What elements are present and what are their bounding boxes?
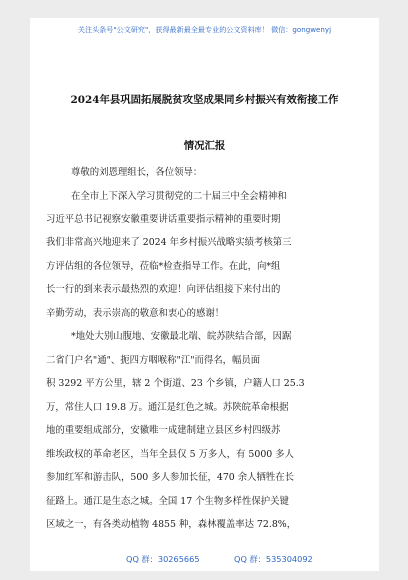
- body-line: *地处大别山腹地、安徽最北端、皖苏陕结合部，因踞: [71, 331, 292, 342]
- footer-qq-group-1: QQ 群：30265665: [126, 554, 200, 564]
- body-line: 方评估组的各位领导，莅临*检查指导工作。在此，向*组: [46, 261, 281, 272]
- body-line: 习近平总书记视察安徽重要讲话重要指示精神的重要时期: [46, 214, 281, 225]
- document-page: [30, 18, 379, 571]
- document-title: 2024年县巩固拓展脱贫攻坚成果同乡村振兴有效衔接工作: [70, 94, 339, 106]
- body-line: 万，常住人口 19.8 万。通江是红色之城。苏陕皖革命根据: [46, 402, 289, 413]
- header-promo-note: 关注头条号"公文研究"，获得最新最全最专业的公文资料库！ 微信：gongwenyj: [77, 25, 332, 34]
- body-line: 维埃政权的革命老区，当年全县仅 5 万多人，有 5000 多人: [46, 449, 294, 460]
- body-line: 辛勤劳动，表示崇高的敬意和衷心的感谢！: [46, 308, 225, 319]
- body-line: 在全市上下深入学习贯彻党的二十届三中全会精神和: [71, 191, 287, 202]
- body-line: 征路上。通江是生态之城。全国 17 个生物多样性保护关键: [46, 496, 289, 507]
- body-line: 积 3292 平方公里，辖 2 个街道、23 个乡镇，户籍人口 25.3: [46, 378, 305, 389]
- body-line: 地的重要组成部分，安徽唯一成建制建立县区乡村四级苏: [46, 425, 281, 436]
- footer-qq-group-2: QQ 群：535304092: [234, 554, 313, 564]
- body-line: 二省门户名"通"、扼四方咽喉称"江"而得名，幅员面: [46, 355, 261, 366]
- body-line: 我们非常高兴地迎来了 2024 年乡村振兴战略实绩考核第三: [46, 237, 292, 248]
- body-line: 参加红军和游击队，500 多人参加长征，470 余人牺牲在长: [46, 472, 295, 483]
- salutation: 尊敬的刘恩理组长，各位领导：: [71, 167, 203, 178]
- document-subtitle: 情况汇报: [183, 140, 226, 152]
- body-line: 长一行的到来表示最热烈的欢迎！向评估组接下来付出的: [46, 284, 281, 295]
- body-line: 区域之一，有各类动植物 4855 种，森林覆盖率达 72.8%，: [46, 519, 297, 530]
